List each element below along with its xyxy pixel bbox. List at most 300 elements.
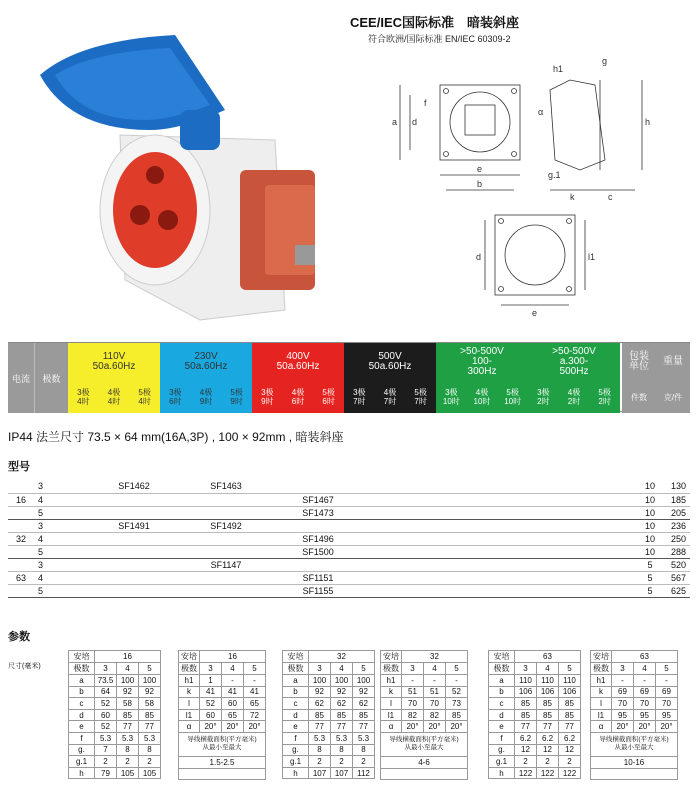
pole-label: 3极 10时 (442, 388, 460, 406)
param-cell: 极数 (381, 663, 402, 675)
table-cell (88, 493, 180, 506)
param-cell: 极数 (179, 663, 200, 675)
param-cell: 51 (402, 686, 424, 698)
models-table (8, 480, 690, 598)
table-cell (364, 532, 456, 545)
param-cell: 5.3 (117, 732, 139, 744)
param-cell: e (489, 721, 515, 733)
param-cell: 导线横截面积(平方毫米) 从最小至最大 (179, 732, 266, 756)
param-cell: 92 (331, 686, 353, 698)
param-cell: 6.2 (537, 732, 559, 744)
param-cell: 5.3 (95, 732, 117, 744)
param-cell: l (381, 698, 402, 710)
table-cell: SF1462 (88, 480, 180, 493)
param-cell: l (179, 698, 200, 710)
voltage-label: 400V 50a.60Hz (276, 351, 320, 372)
table-cell (548, 584, 640, 597)
param-cell: 16 (200, 651, 266, 663)
dim-label-c: c (608, 192, 613, 202)
param-cell: c (283, 698, 309, 710)
param-cell: 73.5 (95, 675, 117, 687)
pole-label: 3极 9时 (261, 388, 274, 406)
param-cell: 106 (537, 686, 559, 698)
voltage-column (160, 343, 252, 413)
dimension-drawings (380, 50, 690, 340)
param-cell: 82 (424, 709, 446, 721)
param-cell: b (283, 686, 309, 698)
table-cell (88, 584, 180, 597)
param-cell: 3 (200, 663, 222, 675)
param-cell: 79 (95, 767, 117, 779)
table-cell (364, 480, 456, 493)
param-cell: 70 (402, 698, 424, 710)
table-cell (8, 480, 34, 493)
param-cell: 1.5-2.5 (179, 756, 266, 768)
table-cell: 5 (34, 545, 88, 558)
table-cell: 567 (660, 571, 690, 584)
table-row (8, 480, 690, 493)
param-cell: 20° (446, 721, 468, 733)
param-cell: 72 (244, 709, 266, 721)
table-cell: SF1492 (180, 519, 272, 532)
table-cell (548, 480, 640, 493)
param-cell (179, 768, 266, 780)
param-cell: 2 (537, 756, 559, 768)
param-cell: 63 (612, 651, 678, 663)
param-cell: 105 (117, 767, 139, 779)
pole-label: 4极 6时 (291, 388, 305, 406)
param-cell: g.1 (69, 756, 95, 768)
param-cell: f (489, 732, 515, 744)
header-pack: 包装 单位 件数 (622, 343, 656, 413)
param-cell: e (283, 721, 309, 733)
param-cell: 122 (537, 767, 559, 779)
param-cell: f (69, 732, 95, 744)
table-cell (8, 584, 34, 597)
param-cell: 100 (331, 675, 353, 687)
header-current: 电流 (8, 343, 35, 413)
param-cell: h (69, 767, 95, 779)
table-cell (272, 519, 364, 532)
param-cell: 77 (515, 721, 537, 733)
param-cell: - (634, 675, 656, 687)
param-cell: d (489, 709, 515, 721)
param-cell: 2 (139, 756, 161, 768)
param-cell: 6.2 (515, 732, 537, 744)
dim-label-g1: g.1 (548, 170, 561, 180)
socket-illustration (10, 20, 340, 330)
param-cell: - (656, 675, 678, 687)
table-cell (456, 506, 548, 519)
param-cell: e (69, 721, 95, 733)
param-cell: 110 (515, 675, 537, 687)
param-cell: 106 (559, 686, 581, 698)
param-cell: 100 (353, 675, 375, 687)
param-cell: 73 (446, 698, 468, 710)
param-cell: 95 (612, 709, 634, 721)
param-cell: 85 (117, 709, 139, 721)
pole-label: 3极 2时 (537, 388, 550, 406)
dim-label-d: d (412, 117, 418, 127)
dim-label-d2: d (476, 252, 482, 262)
param-cell: - (402, 675, 424, 687)
param-cell: 3 (402, 663, 424, 675)
dim-label-b: b (477, 179, 483, 189)
table-cell: SF1155 (272, 584, 364, 597)
table-cell: 10 (640, 480, 660, 493)
param-cell: g. (283, 744, 309, 756)
param-cell: 58 (139, 698, 161, 710)
param-cell: h1 (591, 675, 612, 687)
param-cell: 4 (424, 663, 446, 675)
table-cell (8, 545, 34, 558)
param-cell: 63 (515, 651, 581, 663)
param-cell: h1 (381, 675, 402, 687)
table-cell: 236 (660, 519, 690, 532)
param-cell: 5 (244, 663, 266, 675)
pole-label: 4极 7时 (383, 388, 397, 406)
table-cell: SF1473 (272, 506, 364, 519)
header-weight: 重量 克/件 (656, 343, 690, 413)
param-cell: 3 (95, 663, 117, 675)
param-cell: 2 (95, 756, 117, 768)
param-cell: 8 (117, 744, 139, 756)
param-cell: g.1 (489, 756, 515, 768)
pole-label: 5极 10时 (504, 388, 522, 406)
pole-label: 4极 10时 (473, 388, 491, 406)
param-cell: 2 (117, 756, 139, 768)
voltage-column (436, 343, 528, 413)
table-cell: SF1463 (180, 480, 272, 493)
table-cell: 5 (34, 584, 88, 597)
param-cell: a (283, 675, 309, 687)
param-cell: 20° (244, 721, 266, 733)
table-cell: 32 (8, 532, 34, 545)
table-cell (8, 558, 34, 571)
param-cell: k (381, 686, 402, 698)
voltage-label: >50-500V a.300- 500Hz (552, 346, 596, 377)
param-cell: 92 (309, 686, 331, 698)
table-cell: SF1500 (272, 545, 364, 558)
param-cell: 92 (117, 686, 139, 698)
param-cell: 32 (402, 651, 468, 663)
param-cell: c (69, 698, 95, 710)
param-cell: 58 (117, 698, 139, 710)
table-row (8, 558, 690, 571)
table-cell (548, 493, 640, 506)
param-cell: 52 (95, 698, 117, 710)
param-cell: 5.3 (353, 732, 375, 744)
voltage-header (8, 342, 690, 412)
param-cell: 12 (537, 744, 559, 756)
param-cell: 122 (559, 767, 581, 779)
table-cell: 3 (34, 480, 88, 493)
table-cell (272, 558, 364, 571)
voltage-label: >50-500V 100- 300Hz (460, 346, 504, 377)
dim-label-g: g (602, 56, 608, 66)
voltage-column (528, 343, 620, 413)
pole-label: 5极 7时 (414, 388, 427, 406)
table-cell (456, 532, 548, 545)
params-heading: 参数 (8, 631, 30, 643)
table-cell (364, 558, 456, 571)
param-cell: - (446, 675, 468, 687)
table-cell (8, 519, 34, 532)
param-cell: g.1 (283, 756, 309, 768)
table-cell: 4 (34, 532, 88, 545)
param-cell: 7 (95, 744, 117, 756)
param-cell: 极数 (591, 663, 612, 675)
param-cell: h (489, 767, 515, 779)
param-cell: 3 (612, 663, 634, 675)
pole-label: 5极 9时 (230, 388, 243, 406)
dim-label-k: k (570, 192, 575, 202)
param-cell: 安培 (591, 651, 612, 663)
param-cell: 85 (446, 709, 468, 721)
table-row (8, 506, 690, 519)
table-cell (548, 506, 640, 519)
param-cell: 8 (331, 744, 353, 756)
param-cell: 95 (656, 709, 678, 721)
param-cell: 70 (634, 698, 656, 710)
param-cell: 85 (309, 709, 331, 721)
ip-description: IP44 法兰尺寸 73.5 × 64 mm(16A,3P) , 100 × 92mm , 暗装斜座 (8, 430, 344, 444)
param-cell: d (283, 709, 309, 721)
dim-label-f: f (424, 98, 427, 108)
param-cell: 5 (559, 663, 581, 675)
table-row (8, 545, 690, 558)
param-cell: 64 (95, 686, 117, 698)
param-cell: α (179, 721, 200, 733)
params-table-right (178, 650, 266, 780)
param-cell: 122 (515, 767, 537, 779)
param-cell: 安培 (283, 651, 309, 663)
dim-label-alpha: α (538, 107, 544, 117)
table-cell (364, 571, 456, 584)
table-cell (456, 571, 548, 584)
table-cell: 3 (34, 558, 88, 571)
param-cell: 77 (309, 721, 331, 733)
models-heading: 型号 (8, 461, 30, 473)
pole-label: 4极 9时 (199, 388, 213, 406)
table-cell: SF1467 (272, 493, 364, 506)
param-cell: 65 (244, 698, 266, 710)
param-cell: c (489, 698, 515, 710)
param-cell: l1 (381, 709, 402, 721)
param-cell: 2 (515, 756, 537, 768)
table-cell (364, 545, 456, 558)
param-cell: g. (69, 744, 95, 756)
param-cell: 极数 (69, 663, 95, 675)
param-cell: 77 (139, 721, 161, 733)
param-cell: 62 (309, 698, 331, 710)
table-cell (180, 545, 272, 558)
param-cell: 77 (537, 721, 559, 733)
table-cell (180, 506, 272, 519)
param-cell: 20° (424, 721, 446, 733)
param-cell: 8 (353, 744, 375, 756)
param-cell: 3 (309, 663, 331, 675)
param-cell: 85 (537, 709, 559, 721)
param-cell: α (591, 721, 612, 733)
param-cell: f (283, 732, 309, 744)
dim-label-e: e (477, 164, 483, 174)
param-cell: h (283, 767, 309, 779)
param-cell: 安培 (179, 651, 200, 663)
param-cell: 85 (353, 709, 375, 721)
table-cell: 10 (640, 506, 660, 519)
param-cell: 4 (634, 663, 656, 675)
dim-label-h: h (645, 117, 651, 127)
table-cell: SF1151 (272, 571, 364, 584)
param-cell: 16 (95, 651, 161, 663)
table-cell: 205 (660, 506, 690, 519)
pole-label: 4极 4时 (107, 388, 121, 406)
table-cell: 63 (8, 571, 34, 584)
param-cell: 41 (222, 686, 244, 698)
table-cell: 250 (660, 532, 690, 545)
param-cell: 2 (353, 756, 375, 768)
table-row (8, 584, 690, 597)
param-cell: 70 (424, 698, 446, 710)
param-cell: 2 (309, 756, 331, 768)
table-cell (180, 532, 272, 545)
table-cell (456, 519, 548, 532)
param-cell: 52 (95, 721, 117, 733)
param-cell: 20° (402, 721, 424, 733)
table-cell: 5 (640, 571, 660, 584)
param-cell: 95 (634, 709, 656, 721)
param-cell: 85 (537, 698, 559, 710)
param-cell: 52 (446, 686, 468, 698)
table-cell (364, 584, 456, 597)
param-cell: 极数 (489, 663, 515, 675)
dim-label-e2: e (532, 308, 538, 318)
param-cell: h1 (179, 675, 200, 687)
param-cell: 2 (559, 756, 581, 768)
param-cell: 100 (139, 675, 161, 687)
param-cell: 5 (656, 663, 678, 675)
table-row (8, 571, 690, 584)
table-cell (88, 571, 180, 584)
param-cell: 32 (309, 651, 375, 663)
param-cell: 69 (634, 686, 656, 698)
table-cell (180, 584, 272, 597)
table-cell (364, 493, 456, 506)
param-cell (591, 768, 678, 780)
param-cell: 10-16 (591, 756, 678, 768)
param-cell: 20° (222, 721, 244, 733)
unit-label: 尺寸(毫米) (8, 663, 41, 670)
param-cell: 85 (515, 698, 537, 710)
param-cell: 62 (353, 698, 375, 710)
table-cell (272, 480, 364, 493)
page-subtitle: 符合欧洲/国际标准 EN/IEC 60309-2 (368, 34, 511, 44)
pole-label: 3极 6时 (169, 388, 182, 406)
pole-label: 5极 6时 (322, 388, 335, 406)
voltage-column (68, 343, 160, 413)
param-cell: 3 (515, 663, 537, 675)
table-cell: 625 (660, 584, 690, 597)
page-title: CEE/IEC国际标准 暗装斜座 (350, 15, 520, 30)
param-cell: 100 (117, 675, 139, 687)
table-cell (548, 571, 640, 584)
param-cell: 85 (331, 709, 353, 721)
dim-label-l1: l1 (588, 252, 596, 262)
voltage-label: 230V 50a.60Hz (184, 351, 228, 372)
table-cell: SF1147 (180, 558, 272, 571)
table-cell (548, 532, 640, 545)
param-cell: 85 (139, 709, 161, 721)
param-cell: 安培 (489, 651, 515, 663)
param-cell: d (69, 709, 95, 721)
table-cell (456, 493, 548, 506)
voltage-column (344, 343, 436, 413)
pole-label: 4极 2时 (567, 388, 581, 406)
table-cell (88, 545, 180, 558)
param-cell: 20° (634, 721, 656, 733)
dim-label-a: a (392, 117, 398, 127)
param-cell: 极数 (283, 663, 309, 675)
param-cell: a (69, 675, 95, 687)
table-cell: 10 (640, 519, 660, 532)
table-cell (456, 545, 548, 558)
param-cell: b (69, 686, 95, 698)
table-cell: SF1491 (88, 519, 180, 532)
param-cell: 1 (200, 675, 222, 687)
voltage-label: 500V 50a.60Hz (368, 351, 412, 372)
table-cell (456, 584, 548, 597)
param-cell: 107 (309, 767, 331, 779)
param-cell: 69 (656, 686, 678, 698)
param-cell: 导线横截面积(平方毫米) 从最小至最大 (591, 732, 678, 756)
dim-label-h1: h1 (553, 64, 564, 74)
table-cell (88, 506, 180, 519)
param-cell: - (222, 675, 244, 687)
param-cell: 8 (309, 744, 331, 756)
table-cell (548, 545, 640, 558)
param-cell: - (244, 675, 266, 687)
table-cell: 288 (660, 545, 690, 558)
table-cell: 130 (660, 480, 690, 493)
table-cell (456, 558, 548, 571)
param-cell: 69 (612, 686, 634, 698)
table-cell (548, 558, 640, 571)
param-cell: 41 (200, 686, 222, 698)
table-cell (180, 571, 272, 584)
table-row (8, 519, 690, 532)
params-table-right (590, 650, 678, 780)
table-cell: SF1496 (272, 532, 364, 545)
table-cell (364, 519, 456, 532)
param-cell: 5 (139, 663, 161, 675)
param-cell: l1 (591, 709, 612, 721)
param-cell: 4 (537, 663, 559, 675)
table-cell: 10 (640, 493, 660, 506)
pole-label: 5极 4时 (138, 388, 151, 406)
param-cell: 85 (515, 709, 537, 721)
param-cell: - (612, 675, 634, 687)
param-cell: 62 (331, 698, 353, 710)
param-cell: 6.2 (559, 732, 581, 744)
param-cell: 110 (537, 675, 559, 687)
table-cell (180, 493, 272, 506)
param-cell: 5 (353, 663, 375, 675)
param-cell: 8 (139, 744, 161, 756)
table-cell: 4 (34, 571, 88, 584)
table-cell: 4 (34, 493, 88, 506)
param-cell: 2 (331, 756, 353, 768)
